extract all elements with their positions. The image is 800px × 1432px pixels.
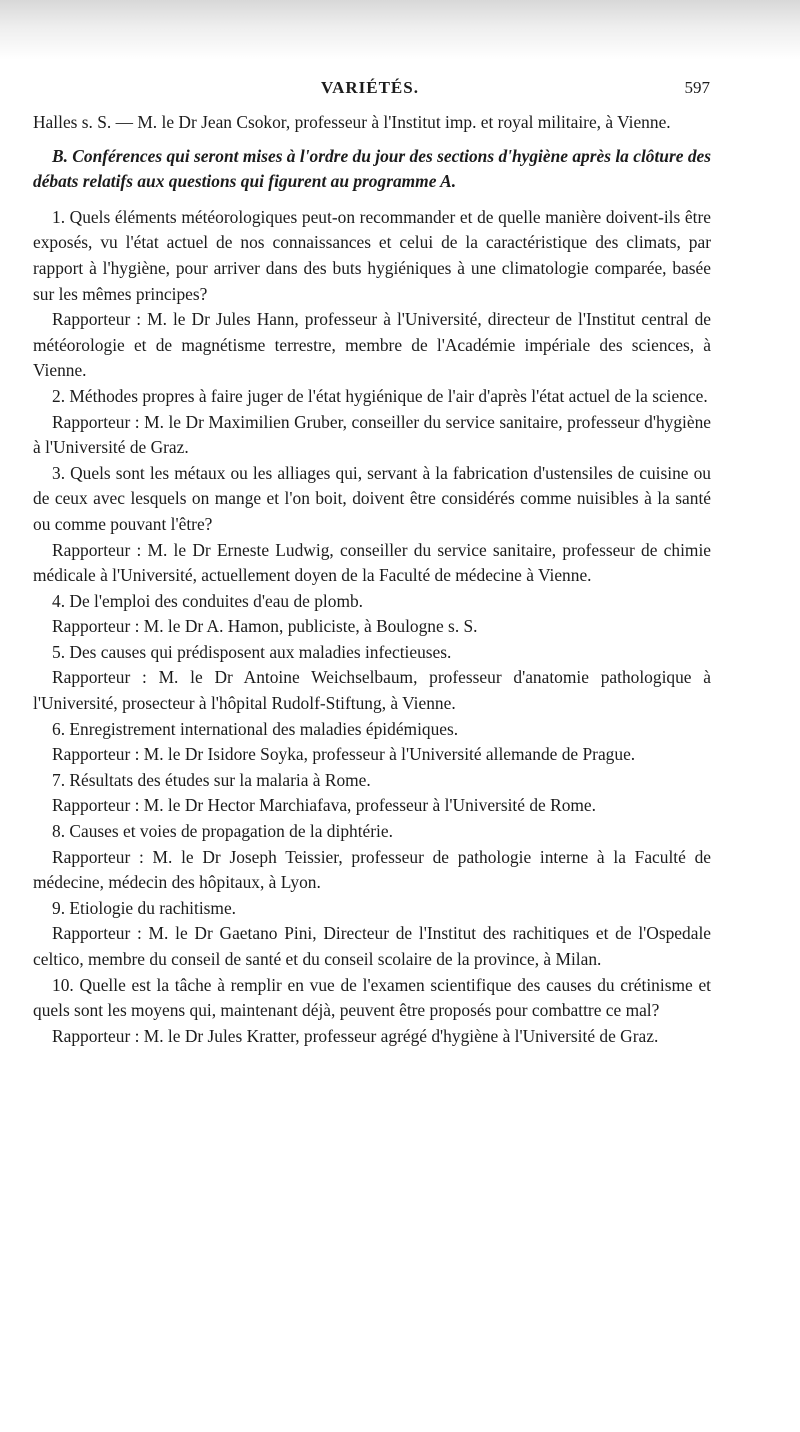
question-10: 10. Quelle est la tâche à remplir en vue de l'examen scientifique des causes du crétinisme et quels sont les moyens qui, maintenant déjà, peuvent être proposés pour combattre ce mal? (33, 974, 711, 1021)
rapporteur-5: Rapporteur : M. le Dr Antoine Weichselbaum, professeur d'anatomie pathologique à l'Université, prosecteur à l'hôpital Rudolf-Stiftung, à Vienne. (33, 667, 711, 714)
question-8: 8. Causes et voies de propagation de la diphtérie. (52, 821, 393, 842)
question-4: 4. De l'emploi des conduites d'eau de plomb. (52, 590, 364, 611)
question-5: 5. Des causes qui prédisposent aux maladies infectieuses. (52, 641, 452, 662)
scan-edge-shading (0, 0, 800, 60)
rapporteur-4: Rapporteur : M. le Dr A. Hamon, publiciste, à Boulogne s. S. (52, 616, 478, 637)
section-heading-b: B. Conférences qui seront mises à l'ordre du jour des sections d'hygiène après la clôture des débats relatifs aux questions qui figurent au programme A. (33, 145, 711, 192)
question-2: 2. Méthodes propres à faire juger de l'état hygiénique de l'air d'après l'état actuel de la science. (52, 385, 708, 406)
rapporteur-2: Rapporteur : M. le Dr Maximilien Gruber, conseiller du service sanitaire, professeur d'hygiène à l'Université de Graz. (33, 411, 711, 458)
question-3: 3. Quels sont les métaux ou les alliages qui, servant à la fabrication d'ustensiles de cuisine ou de ceux avec lesquels on mange et l'on boit, doivent être considérés comme nuisibles à la santé ou comme pouvant l'être? (33, 462, 711, 534)
rapporteur-3: Rapporteur : M. le Dr Erneste Ludwig, conseiller du service sanitaire, professeur de chimie médicale à l'Université, actuellement doyen de la Faculté de médecine à Vienne. (33, 539, 711, 586)
question-9: 9. Etiologie du rachitisme. (52, 897, 237, 918)
rapporteur-8: Rapporteur : M. le Dr Joseph Teissier, professeur de pathologie interne à la Faculté de médecine, médecin des hôpitaux, à Lyon. (33, 846, 711, 893)
page-number: 597 (684, 78, 710, 97)
question-6: 6. Enregistrement international des maladies épidémiques. (52, 718, 459, 739)
question-1: 1. Quels éléments météorologiques peut-on recommander et de quelle manière doivent-ils être exposés, vu l'état actuel de nos connaissances et celui de la caractéristique des climats, par rapport à l'hygiène, pour arriver dans des buts hygiéniques à une climatologie comparée, basée sur les mêmes principes? (33, 206, 711, 304)
rapporteur-9: Rapporteur : M. le Dr Gaetano Pini, Directeur de l'Institut des rachitiques et de l'Ospedale celtico, membre du conseil de santé et du conseil scolaire de la province, à Milan. (33, 923, 711, 969)
rapporteur-7: Rapporteur : M. le Dr Hector Marchiafava, professeur à l'Université de Rome. (52, 795, 596, 816)
running-title: VARIÉTÉS. (321, 78, 419, 97)
question-7: 7. Résultats des études sur la malaria à Rome. (52, 769, 371, 790)
paragraph-continuation: Halles s. S. — M. le Dr Jean Csokor, professeur à l'Institut imp. et royal militaire, à Vienne. (33, 112, 671, 132)
rapporteur-1: Rapporteur : M. le Dr Jules Hann, professeur à l'Université, directeur de l'Institut central de météorologie et de magnétisme terrestre, membre de l'Académie impériale des sciences, à Vienne. (33, 309, 711, 381)
body-text (33, 110, 711, 1049)
rapporteur-6: Rapporteur : M. le Dr Isidore Soyka, professeur à l'Université allemande de Prague. (52, 744, 636, 765)
page-header (30, 78, 710, 108)
rapporteur-10: Rapporteur : M. le Dr Jules Kratter, professeur agrégé d'hygiène à l'Université de Graz. (52, 1025, 659, 1046)
